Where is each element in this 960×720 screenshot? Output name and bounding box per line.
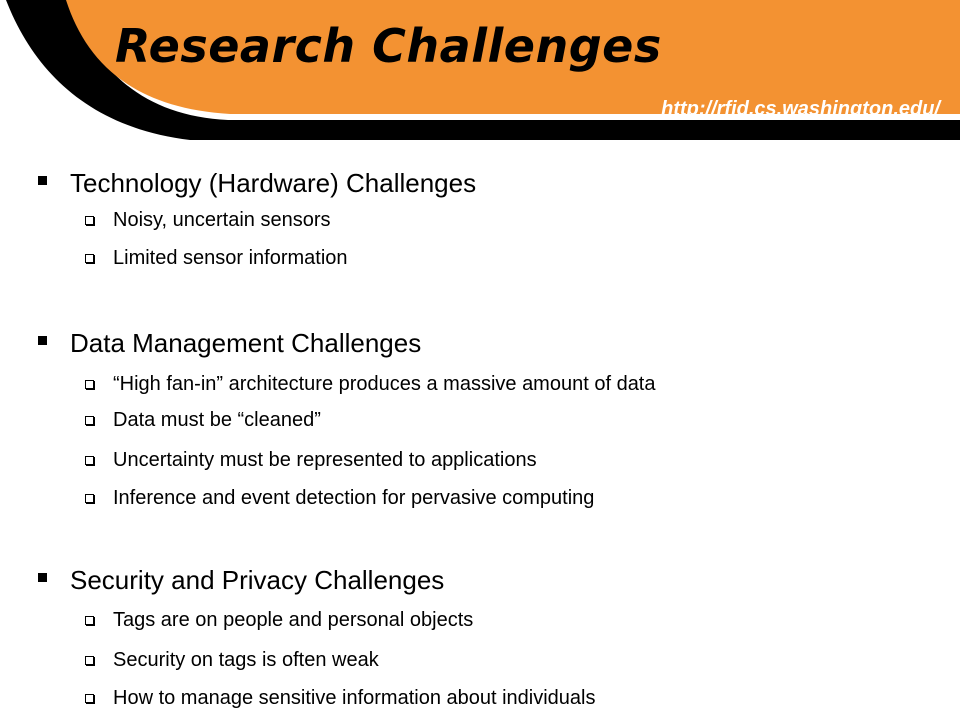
hollow-square-bullet-icon [85,216,94,225]
list-item-text: Security on tags is often weak [113,649,379,671]
list-item-text: Noisy, uncertain sensors [113,209,331,231]
section-label: Data Management Challenges [70,328,422,358]
list-item-text: “High fan-in” architecture produces a massive amount of data [113,373,656,395]
hollow-square-bullet-icon [85,616,94,625]
hollow-square-bullet-icon [85,456,94,465]
list-item-text: Uncertainty must be represented to applications [113,449,537,471]
hollow-square-bullet-icon [85,494,94,503]
section-label: Technology (Hardware) Challenges [70,168,477,198]
slide-title: Research Challenges [115,19,662,73]
hollow-square-bullet-icon [85,694,94,703]
hollow-square-bullet-icon [85,380,94,389]
hollow-square-bullet-icon [85,254,94,263]
slide-url[interactable]: http://rfid.cs.washington.edu/ [661,98,940,120]
square-bullet-icon [38,573,47,582]
section-label: Security and Privacy Challenges [70,565,445,595]
square-bullet-icon [38,336,47,345]
list-item-text: Limited sensor information [113,247,348,269]
list-item-text: Inference and event detection for pervasive computing [113,487,595,509]
square-bullet-icon [38,176,47,185]
hollow-square-bullet-icon [85,416,94,425]
list-item-text: Tags are on people and personal objects [113,609,474,631]
hollow-square-bullet-icon [85,656,94,665]
list-item-text: How to manage sensitive information about individuals [113,687,596,709]
list-item-text: Data must be “cleaned” [113,409,321,431]
